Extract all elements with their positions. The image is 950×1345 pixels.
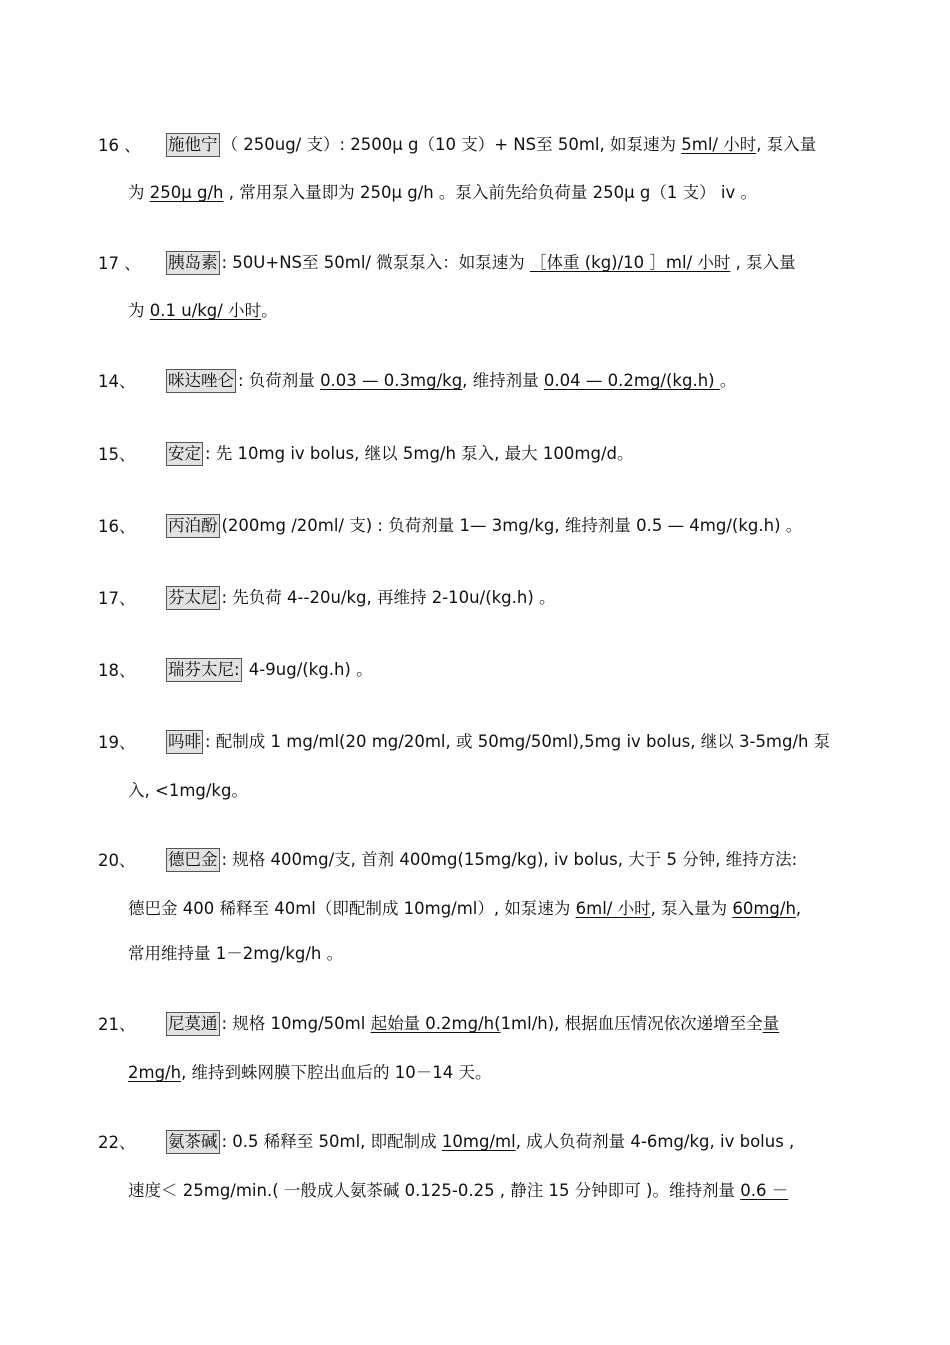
entry-continuation — [128, 299, 278, 323]
text-run: 为 — [128, 183, 150, 202]
drug-name-box: 氨茶碱 — [166, 1130, 220, 1154]
drug-name-box: 芬太尼 — [166, 586, 220, 610]
entry-continuation — [128, 942, 343, 966]
text-run: 为 — [128, 301, 150, 320]
entry-line — [166, 1130, 794, 1154]
entry-line — [166, 1012, 779, 1036]
entry-line — [166, 514, 802, 538]
text-run: 。 — [261, 301, 278, 320]
underlined-text: 0.6 － — [740, 1181, 789, 1200]
text-run: , 成人负荷剂量 4-6mg/kg, iv bolus , — [515, 1132, 795, 1151]
underlined-text: 0.04 — 0.2mg/(kg.h) — [543, 371, 720, 390]
underlined-text: 10mg/ml — [441, 1132, 516, 1151]
text-run: , 泵入量 — [730, 253, 796, 272]
text-run: , 常用泵入量即为 250μ g/h 。泵入前先给负荷量 250μ g（1 支） iv 。 — [223, 183, 757, 202]
drug-name-box: 丙泊酚 — [166, 514, 220, 538]
underlined-text: 60mg/h — [732, 899, 796, 918]
entry-number: 16、 — [98, 517, 136, 536]
text-run: , 泵入量为 — [650, 899, 733, 918]
text-run: : 先 10mg iv bolus, 继以 5mg/h 泵入, 最大 100mg/d。 — [205, 444, 634, 463]
drug-name-box: 尼莫通 — [166, 1012, 220, 1036]
entry-number: 22、 — [98, 1133, 136, 1152]
drug-name-box: 安定 — [166, 442, 203, 466]
text-run: : 0.5 稀释至 50ml, 即配制成 — [221, 1132, 442, 1151]
text-run: （ 250ug/ 支）: 2500μ g（10 支）+ NS至 50ml, 如泵速为 — [221, 135, 682, 154]
underlined-text: 6ml/ 小时 — [575, 899, 651, 918]
text-run: : 先负荷 4--20u/kg, 再维持 2-10u/(kg.h) 。 — [221, 588, 556, 607]
text-run: 常用维持量 1－2mg/kg/h 。 — [128, 944, 344, 963]
entry-number: 20、 — [98, 851, 136, 870]
underlined-text: 0.03 — 0.3mg/kg — [320, 371, 463, 390]
text-run: 4-9ug/(kg.h) 。 — [243, 660, 373, 679]
text-run: 德巴金 400 稀释至 40ml（即配制成 10mg/ml）, 如泵速为 — [128, 899, 576, 918]
text-run: : 规格 400mg/支, 首剂 400mg(15mg/kg), iv bolus, 大于 5 分钟, 维持方法: — [221, 850, 798, 869]
text-run: (200mg /20ml/ 支) : 负荷剂量 1— 3mg/kg, 维持剂量 0.5 — 4mg/(kg.h) 。 — [221, 516, 803, 535]
entry-number: 15、 — [98, 445, 136, 464]
underlined-text: 5ml/ 小时 — [681, 135, 757, 154]
entry-number: 17、 — [98, 589, 136, 608]
underlined-text: 0.1 u/kg/ 小时 — [149, 301, 262, 320]
text-run: 速度＜ 25mg/min.( 一般成人氨茶碱 0.125-0.25 , 静注 15 分钟即可 )。维持剂量 — [128, 1181, 741, 1200]
underlined-text: 起始量 0.2mg/h( — [370, 1014, 501, 1033]
text-run: , 泵入量 — [756, 135, 817, 154]
drug-name-box: 德巴金 — [166, 848, 220, 872]
entry-line — [166, 133, 816, 157]
entry-line — [166, 848, 797, 872]
drug-name-box: 瑞芬太尼: — [166, 658, 242, 682]
entry-line — [166, 442, 633, 466]
entry-number: 16 、 — [98, 136, 141, 155]
entry-continuation — [128, 897, 801, 921]
text-run: : 50U+NS至 50ml/ 微泵泵入：如泵速为 — [221, 253, 530, 272]
underlined-text: ［体重 (kg)/10 ］ml/ 小时 — [529, 253, 731, 272]
entry-continuation — [128, 1061, 492, 1085]
drug-name-box: 咪达唑仑 — [166, 369, 236, 393]
text-run: : 规格 10mg/50ml — [221, 1014, 371, 1033]
underlined-text: 量 — [762, 1014, 780, 1033]
entry-number: 18、 — [98, 661, 136, 680]
text-run: , 维持剂量 — [462, 371, 544, 390]
text-run: : 配制成 1 mg/ml(20 mg/20ml, 或 50mg/50ml),5mg iv bolus, 继以 3-5mg/h 泵 — [205, 732, 831, 751]
drug-name-box: 胰岛素 — [166, 251, 220, 275]
entry-number: 21、 — [98, 1015, 136, 1034]
entry-line — [166, 730, 830, 754]
text-run: 1ml/h), 根据血压情况依次递增至全 — [500, 1014, 763, 1033]
underlined-text: 2mg/h — [128, 1063, 182, 1082]
underlined-text: 250μ g/h — [149, 183, 224, 202]
entry-line — [166, 658, 373, 682]
entry-line — [166, 586, 556, 610]
text-run: , — [795, 899, 802, 918]
text-run: , 维持到蛛网膜下腔出血后的 10－14 天。 — [181, 1063, 492, 1082]
entry-continuation — [128, 181, 757, 205]
entry-continuation — [128, 779, 248, 803]
entry-number: 17 、 — [98, 254, 141, 273]
entry-number: 19、 — [98, 733, 136, 752]
text-run: : 负荷剂量 — [238, 371, 321, 390]
drug-name-box: 吗啡 — [166, 730, 203, 754]
drug-name-box: 施他宁 — [166, 133, 220, 157]
text-run: 入, <1mg/kg。 — [128, 781, 248, 800]
entry-line — [166, 251, 796, 275]
entry-continuation — [128, 1179, 788, 1203]
entry-number: 14、 — [98, 372, 136, 391]
text-run: 。 — [719, 371, 737, 390]
entry-line — [166, 369, 736, 393]
